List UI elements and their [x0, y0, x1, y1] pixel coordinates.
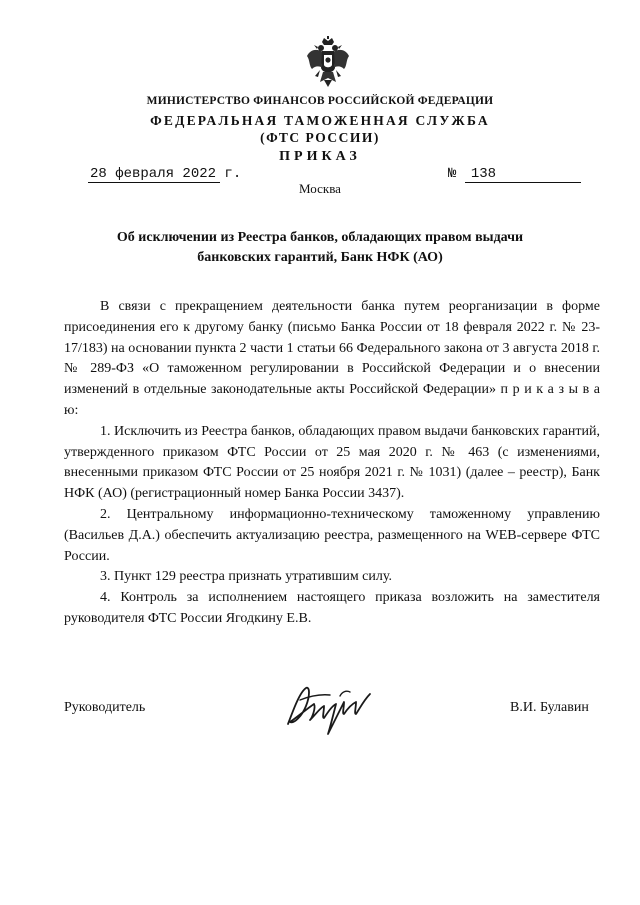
service-name: ФЕДЕРАЛЬНАЯ ТАМОЖЕННАЯ СЛУЖБА — [150, 113, 490, 128]
clause-1: 1. Исключить из Реестра банков, обладающих правом выдачи банковских гарантий, утвержденного приказом ФТС России от 25 мая 2020 г. № 463 (с изменениями, внесенными приказом ФТС России от 25 ноября 2021 г. № 1031) (далее – реестр), Банк НФК (АО) (регистрационный номер Банка России 3437). — [64, 423, 600, 502]
ministry-name: МИНИСТЕРСТВО ФИНАНСОВ РОССИЙСКОЙ ФЕДЕРАЦИИ — [146, 95, 494, 107]
number-label: № — [448, 166, 457, 182]
order-heading-line-2: банковских гарантий, Банк НФК (АО) — [197, 250, 443, 265]
city: Москва — [299, 181, 341, 196]
order-number: 138 — [465, 166, 581, 183]
clause-2: 2. Центральному информационно-техническому таможенному управлению (Васильев Д.А.) обеспечить актуализацию реестра, размещенного на WEB-сервере ФТС России. — [64, 506, 600, 564]
document-type: ПРИКАЗ — [279, 149, 361, 164]
clause-4: 4. Контроль за исполнением настоящего приказа возложить на заместителя руководителя ФТС России Ягодкину Е.В. — [64, 590, 600, 626]
signatory-name: В.И. Булавин — [510, 700, 589, 715]
handwritten-signature-icon — [280, 678, 390, 736]
signatory-role: Руководитель — [64, 700, 146, 715]
order-date: 28 февраля 2022 г. — [90, 166, 242, 182]
preamble-paragraph: В связи с прекращением деятельности банка путем реорганизации в форме присоединения его к другому банку (письмо Банка России от 18 февраля 2022 г. № 23-17/183) на основании пункта 2 части 1 статьи 66 Федерального закона от 3 августа 2018 г. № 289-ФЗ «О таможенном регулировании в Российской Федерации и о внесении изменений в отдельные законодательные акты Российской Федерации» п р и к а з ы в а ю: — [64, 299, 600, 418]
clause-3: 3. Пункт 129 реестра признать утратившим силу. — [100, 569, 392, 585]
order-body — [64, 297, 600, 630]
order-heading — [80, 228, 560, 268]
service-short-name: (ФТС РОССИИ) — [260, 130, 380, 145]
russian-coat-of-arms-icon — [306, 36, 350, 88]
order-heading-line-1: Об исключении из Реестра банков, обладающих правом выдачи — [116, 230, 524, 245]
